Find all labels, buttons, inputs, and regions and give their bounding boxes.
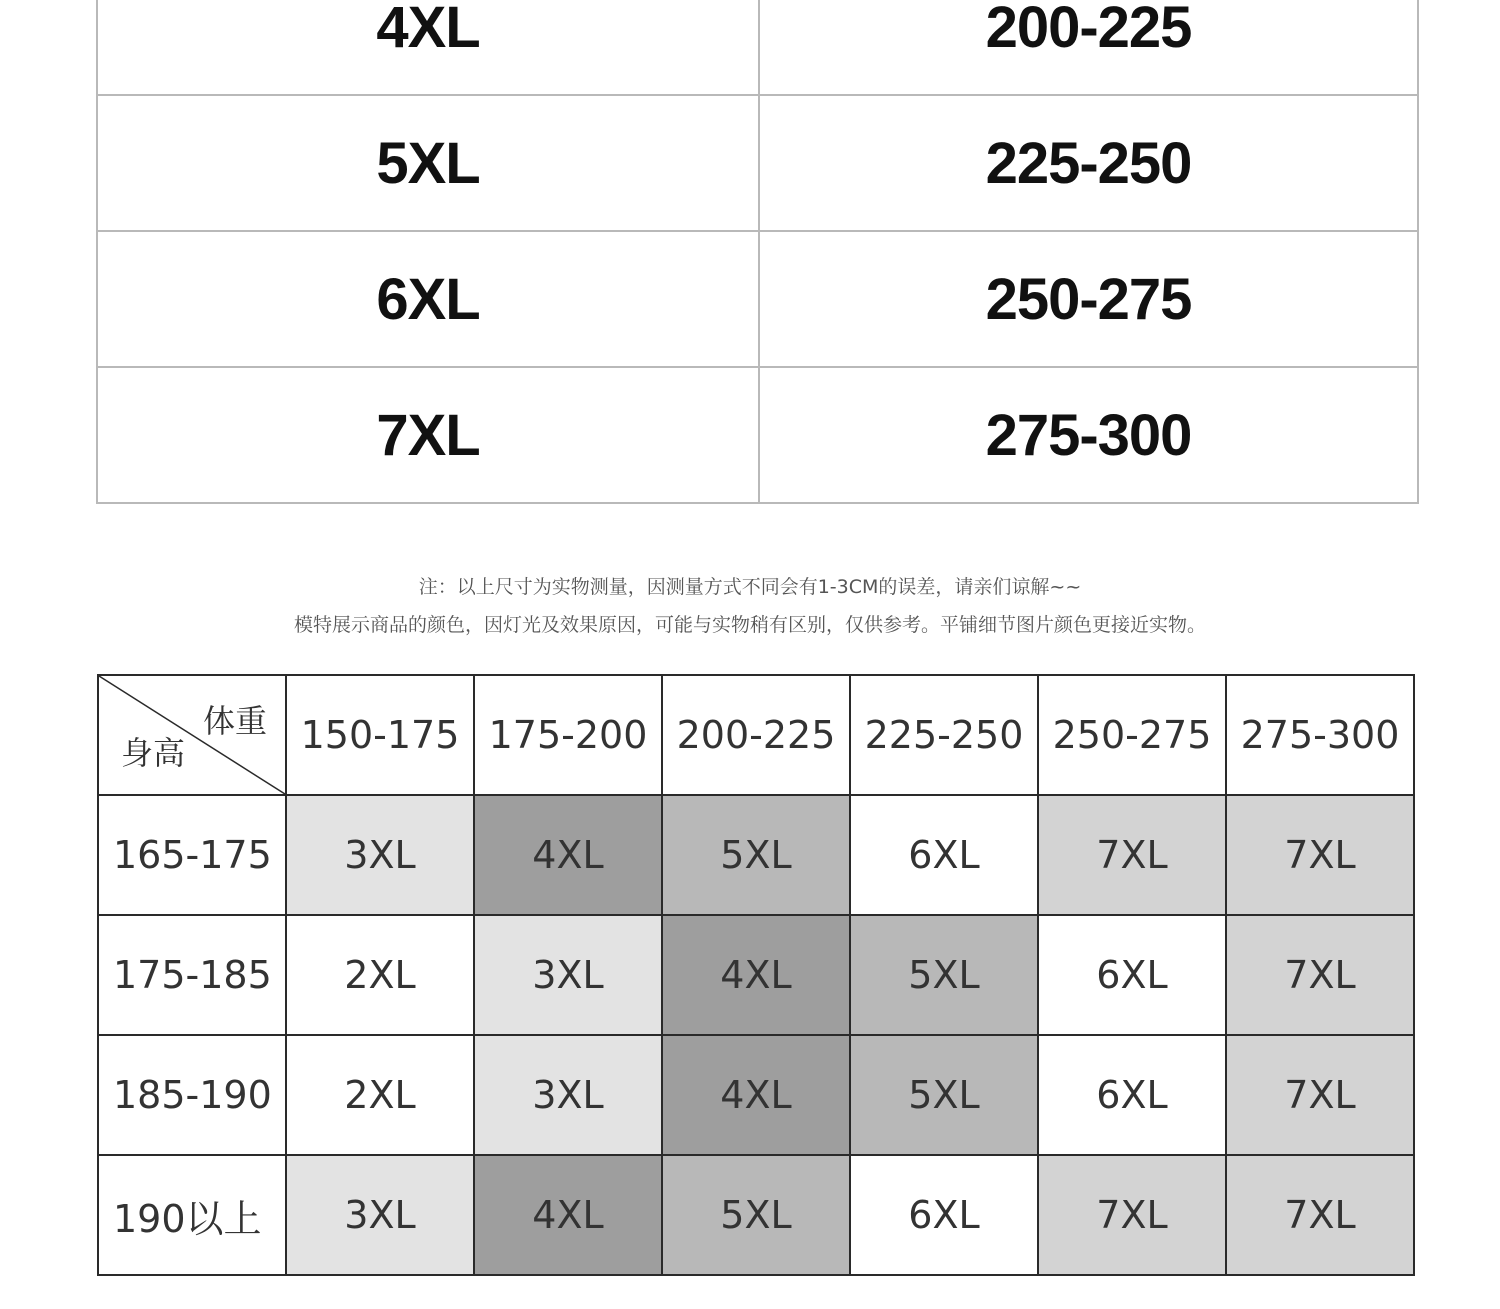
size-cell: 3XL <box>474 1035 662 1155</box>
weight-cell: 225-250 <box>759 95 1418 231</box>
weight-header: 250-275 <box>1038 675 1226 795</box>
weight-header: 275-300 <box>1226 675 1414 795</box>
height-axis-label: 身高 <box>121 734 186 772</box>
weight-cell: 275-300 <box>759 367 1418 503</box>
corner-cell <box>98 675 286 795</box>
weight-axis-label: 体重 <box>202 702 267 740</box>
measurement-notes <box>0 568 1500 644</box>
size-cell: 7XL <box>1226 915 1414 1035</box>
table-row <box>97 231 1418 367</box>
size-cell: 6XL <box>850 795 1038 915</box>
size-cell: 5XL <box>662 1155 850 1275</box>
weight-header: 200-225 <box>662 675 850 795</box>
height-weight-size-chart <box>97 674 1415 1276</box>
note-line-2: 模特展示商品的颜色，因灯光及效果原因，可能与实物稍有区别，仅供参考。平铺细节图片颜色更接近实物。 <box>293 614 1206 636</box>
size-cell: 7XL <box>97 367 759 503</box>
size-cell: 6XL <box>850 1155 1038 1275</box>
size-cell: 7XL <box>1226 1155 1414 1275</box>
size-cell: 6XL <box>1038 915 1226 1035</box>
size-cell: 4XL <box>474 1155 662 1275</box>
note-line-1: 注：以上尺寸为实物测量，因测量方式不同会有1-3CM的误差，请亲们谅解~~ <box>418 576 1082 598</box>
size-cell: 7XL <box>1226 795 1414 915</box>
size-cell: 4XL <box>662 1035 850 1155</box>
weight-cell: 250-275 <box>759 231 1418 367</box>
height-label: 165-175 <box>98 795 286 915</box>
size-cell: 7XL <box>1038 1155 1226 1275</box>
size-cell: 5XL <box>850 915 1038 1035</box>
table-row <box>97 95 1418 231</box>
size-cell: 2XL <box>286 915 474 1035</box>
weight-header: 150-175 <box>286 675 474 795</box>
table-row <box>97 367 1418 503</box>
size-cell: 5XL <box>662 795 850 915</box>
chart-header-row <box>98 675 1414 795</box>
size-cell: 3XL <box>474 915 662 1035</box>
table-row <box>97 0 1418 95</box>
size-cell: 4XL <box>97 0 759 95</box>
size-cell: 5XL <box>850 1035 1038 1155</box>
size-weight-table <box>96 0 1419 504</box>
height-label: 175-185 <box>98 915 286 1035</box>
size-cell: 6XL <box>1038 1035 1226 1155</box>
weight-cell: 200-225 <box>759 0 1418 95</box>
chart-row <box>98 1035 1414 1155</box>
size-cell: 3XL <box>286 795 474 915</box>
size-cell: 7XL <box>1226 1035 1414 1155</box>
size-cell: 5XL <box>97 95 759 231</box>
size-cell: 3XL <box>286 1155 474 1275</box>
size-cell: 2XL <box>286 1035 474 1155</box>
weight-header: 225-250 <box>850 675 1038 795</box>
size-cell: 7XL <box>1038 795 1226 915</box>
weight-header: 175-200 <box>474 675 662 795</box>
chart-row <box>98 795 1414 915</box>
height-label: 185-190 <box>98 1035 286 1155</box>
chart-row <box>98 915 1414 1035</box>
height-label: 190以上 <box>98 1155 286 1275</box>
size-cell: 4XL <box>474 795 662 915</box>
size-cell: 4XL <box>662 915 850 1035</box>
size-cell: 6XL <box>97 231 759 367</box>
chart-row <box>98 1155 1414 1275</box>
